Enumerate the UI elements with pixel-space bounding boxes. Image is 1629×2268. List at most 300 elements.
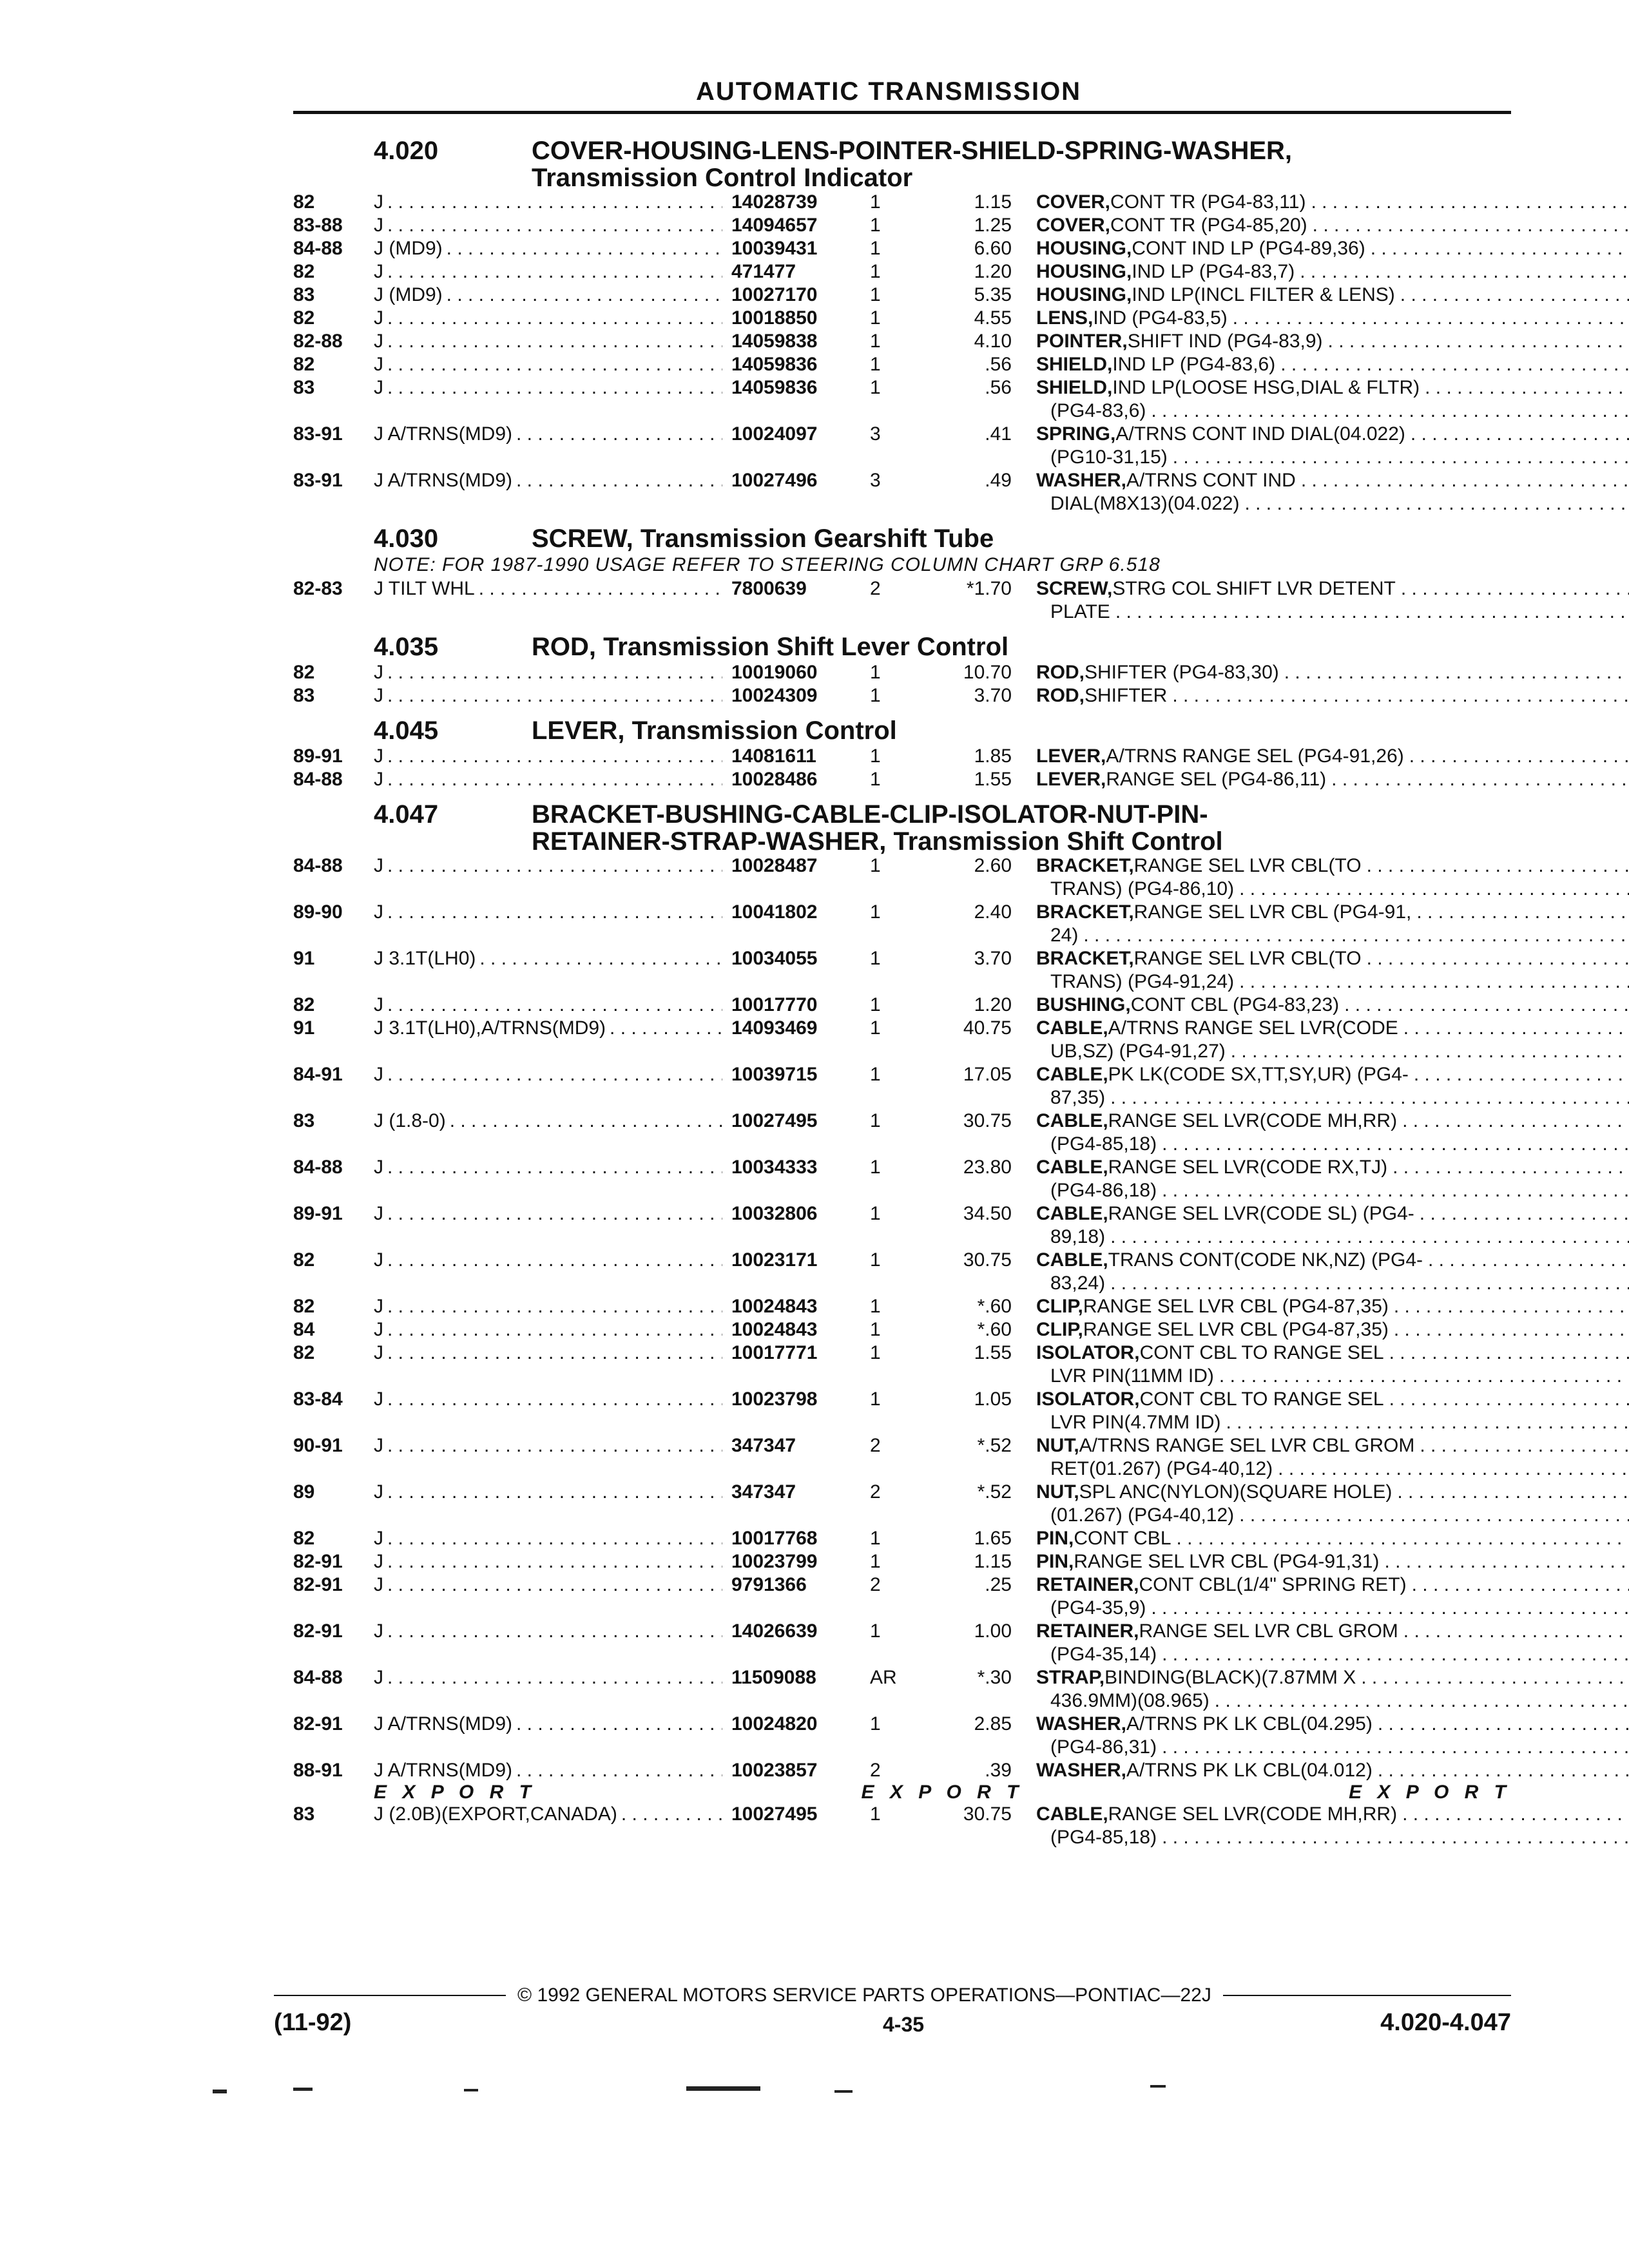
part-number: 10024309 <box>731 685 818 706</box>
part-number: 10027495 <box>731 1110 818 1131</box>
part-number: 14093469 <box>731 1017 818 1039</box>
scan-mark <box>1150 2085 1166 2088</box>
price: .49 <box>985 470 1012 491</box>
part-number: 10024843 <box>731 1319 818 1340</box>
part-name: CABLE, <box>1036 1203 1108 1224</box>
model-cell <box>374 947 731 994</box>
price: 34.50 <box>963 1203 1012 1224</box>
dot-leader <box>447 237 722 260</box>
model-years: 82 <box>293 1342 315 1363</box>
description-line <box>1036 745 1629 768</box>
model-code: J <box>374 1203 383 1224</box>
dot-leader <box>1428 1249 1629 1272</box>
dot-leader <box>387 1202 722 1249</box>
model-code: J <box>374 1319 383 1340</box>
description-text: 87,35) <box>1050 1087 1106 1108</box>
model-years: 82-91 <box>293 1551 343 1572</box>
description-cell <box>1018 661 1629 684</box>
table-row <box>293 1110 1511 1156</box>
description-line <box>1036 423 1629 446</box>
description-line <box>1036 1713 1629 1736</box>
part-name: BUSHING, <box>1036 994 1131 1015</box>
part-number: 10034333 <box>731 1157 818 1178</box>
description-text: A/TRNS RANGE SEL LVR CBL GROM <box>1079 1435 1415 1456</box>
table-row <box>293 1388 1511 1434</box>
dot-leader <box>1361 1666 1629 1689</box>
description-line <box>1036 1434 1629 1457</box>
description-line <box>1036 353 1629 376</box>
model-code: J 3.1T(LH0) <box>374 948 476 969</box>
description-text: 436.9MM)(08.965) <box>1050 1690 1210 1711</box>
description-line <box>1036 1689 1629 1713</box>
quantity: 1 <box>870 284 881 305</box>
model-code: J (1.8-0) <box>374 1110 446 1131</box>
model-cell <box>374 214 731 237</box>
model-years: 83 <box>293 1803 315 1825</box>
dot-leader <box>387 1388 722 1434</box>
dot-leader <box>1284 661 1629 684</box>
description-cell <box>1018 1573 1629 1620</box>
price: 5.35 <box>974 284 1012 305</box>
model-years: 84-88 <box>293 769 343 790</box>
part-name: NUT, <box>1036 1435 1079 1456</box>
table-row <box>293 330 1511 353</box>
part-name: POINTER, <box>1036 331 1128 352</box>
description-text: CONT TR (PG4-85,20) <box>1110 215 1307 236</box>
part-number: 347347 <box>731 1435 796 1456</box>
price: 30.75 <box>963 1803 1012 1825</box>
price: *.52 <box>977 1481 1012 1503</box>
part-name: SCREW, <box>1036 578 1113 599</box>
footer-page-number: 4-35 <box>883 2013 925 2036</box>
dot-leader <box>1403 1620 1629 1643</box>
model-years: 82 <box>293 662 315 683</box>
dot-leader <box>387 1063 722 1110</box>
description-line <box>1036 1040 1629 1063</box>
part-name: CABLE, <box>1036 1157 1108 1178</box>
table-row <box>293 307 1511 330</box>
description-text: PLATE <box>1050 601 1110 622</box>
description-text: 24) <box>1050 925 1079 946</box>
model-code: J <box>374 1620 383 1642</box>
description-text: (PG10-31,15) <box>1050 447 1168 468</box>
table-row <box>293 745 1511 768</box>
dot-leader <box>1401 577 1629 601</box>
description-cell <box>1018 745 1629 768</box>
model-code: J <box>374 1551 383 1572</box>
dot-leader <box>1378 1713 1629 1736</box>
dot-leader <box>387 330 722 353</box>
model-cell <box>374 768 731 791</box>
section-heading <box>293 633 1511 661</box>
model-cell <box>374 1713 731 1759</box>
price: *.60 <box>977 1319 1012 1340</box>
description-cell <box>1018 1803 1629 1849</box>
part-name: PIN, <box>1036 1551 1074 1572</box>
part-name: CABLE, <box>1036 1803 1108 1825</box>
quantity: 1 <box>870 855 881 876</box>
model-years: 82-91 <box>293 1713 343 1735</box>
model-code: J 3.1T(LH0),A/TRNS(MD9) <box>374 1017 606 1039</box>
part-name: HOUSING, <box>1036 261 1132 282</box>
description-cell <box>1018 376 1629 423</box>
description-line <box>1036 1826 1629 1849</box>
quantity: 1 <box>870 307 881 329</box>
model-years: 91 <box>293 948 315 969</box>
description-text: RANGE SEL LVR CBL GROM <box>1139 1620 1398 1642</box>
section-title: SCREW, Transmission Gearshift Tube <box>532 524 994 553</box>
part-number: 10024820 <box>731 1713 818 1735</box>
model-cell <box>374 1434 731 1481</box>
description-cell <box>1018 1318 1629 1341</box>
model-cell <box>374 745 731 768</box>
model-code: J <box>374 331 383 352</box>
description-cell <box>1018 1017 1629 1063</box>
description-line <box>1036 237 1629 260</box>
model-code: J <box>374 1435 383 1456</box>
model-cell <box>374 684 731 707</box>
dot-leader <box>387 1318 722 1341</box>
price: 2.85 <box>974 1713 1012 1735</box>
model-code: J <box>374 261 383 282</box>
dot-leader <box>1378 1759 1629 1782</box>
description-text: (PG4-86,18) <box>1050 1180 1157 1201</box>
model-cell <box>374 1110 731 1156</box>
description-text: A/TRNS CONT IND DIAL(04.022) <box>1115 423 1405 445</box>
section-heading <box>293 800 1511 829</box>
dot-leader <box>1162 1643 1629 1666</box>
description-text: 89,18) <box>1050 1226 1106 1247</box>
quantity: 1 <box>870 1249 881 1271</box>
model-cell <box>374 1573 731 1620</box>
description-line <box>1036 469 1629 492</box>
model-cell <box>374 1666 731 1713</box>
description-line <box>1036 577 1629 601</box>
description-line <box>1036 924 1629 947</box>
model-code: J <box>374 1481 383 1503</box>
footer-rule-left <box>274 1995 506 1996</box>
description-text: TRANS CONT(CODE NK,NZ) (PG4- <box>1108 1249 1423 1271</box>
description-text: (PG4-35,9) <box>1050 1597 1146 1619</box>
description-line <box>1036 1086 1629 1110</box>
model-cell <box>374 307 731 330</box>
part-number: 10028487 <box>731 855 818 876</box>
dot-leader <box>1162 1179 1629 1202</box>
price: 1.15 <box>974 191 1012 213</box>
model-code: J <box>374 745 383 767</box>
table-row <box>293 1620 1511 1666</box>
part-number: 14028739 <box>731 191 818 213</box>
description-text: RANGE SEL LVR(CODE SL) (PG4- <box>1108 1203 1414 1224</box>
part-name: PIN, <box>1036 1528 1074 1549</box>
dot-leader <box>387 854 722 901</box>
section-title: COVER-HOUSING-LENS-POINTER-SHIELD-SPRING-WASHER, <box>532 137 1293 165</box>
section-number: 4.035 <box>374 633 439 661</box>
table-row <box>293 1573 1511 1620</box>
description-cell <box>1018 1620 1629 1666</box>
table-row <box>293 260 1511 284</box>
dot-leader <box>387 745 722 768</box>
model-cell <box>374 1803 731 1849</box>
description-line <box>1036 1550 1629 1573</box>
part-number: 10027495 <box>731 1803 818 1825</box>
dot-leader <box>387 994 722 1017</box>
price: 2.60 <box>974 855 1012 876</box>
description-cell <box>1018 260 1629 284</box>
export-divider <box>293 1782 1511 1803</box>
description-text: CONT IND LP (PG4-89,36) <box>1132 238 1365 259</box>
description-line <box>1036 1063 1629 1086</box>
part-name: ISOLATOR, <box>1036 1342 1140 1363</box>
model-code: J <box>374 855 383 876</box>
model-years: 89-91 <box>293 745 343 767</box>
description-line <box>1036 661 1629 684</box>
quantity: 1 <box>870 215 881 236</box>
dot-leader <box>1162 1133 1629 1156</box>
quantity: 2 <box>870 1481 881 1503</box>
dot-leader <box>1301 469 1629 492</box>
dot-leader <box>387 1249 722 1295</box>
description-text: RANGE SEL LVR(CODE MH,RR) <box>1108 1803 1398 1825</box>
description-text: UB,SZ) (PG4-91,27) <box>1050 1041 1226 1062</box>
dot-leader <box>1162 1826 1629 1849</box>
description-line <box>1036 376 1629 399</box>
part-number: 10041802 <box>731 901 818 923</box>
export-label: E X P O R T <box>861 1782 1024 1803</box>
table-row <box>293 237 1511 260</box>
section-4-020 <box>293 137 1511 515</box>
description-line <box>1036 330 1629 353</box>
quantity: 1 <box>870 769 881 790</box>
dot-leader <box>1151 399 1629 423</box>
model-years: 84-88 <box>293 1667 343 1688</box>
dot-leader <box>516 1713 722 1759</box>
dot-leader <box>516 1759 722 1782</box>
section-heading <box>293 716 1511 745</box>
table-row <box>293 994 1511 1017</box>
price: 1.15 <box>974 1551 1012 1572</box>
model-code: J A/TRNS(MD9) <box>374 1713 513 1735</box>
table-row <box>293 1156 1511 1202</box>
model-years: 83-91 <box>293 423 343 445</box>
dot-leader <box>387 768 722 791</box>
part-name: ROD, <box>1036 662 1084 683</box>
description-text: IND LP(INCL FILTER & LENS) <box>1132 284 1395 305</box>
description-text: LVR PIN(4.7MM ID) <box>1050 1412 1221 1433</box>
table-row <box>293 661 1511 684</box>
description-line <box>1036 1759 1629 1782</box>
description-text: RANGE SEL LVR CBL (PG4-91, <box>1133 901 1412 923</box>
part-number: 14081611 <box>731 745 816 767</box>
part-name: RETAINER, <box>1036 1620 1139 1642</box>
model-code: J A/TRNS(MD9) <box>374 423 513 445</box>
quantity: 1 <box>870 1528 881 1549</box>
model-cell <box>374 1481 731 1527</box>
part-name: NUT, <box>1036 1481 1079 1503</box>
part-number: 14059838 <box>731 331 818 352</box>
part-number: 10023171 <box>731 1249 818 1271</box>
price: .56 <box>985 354 1012 375</box>
description-line <box>1036 1156 1629 1179</box>
part-name: CABLE, <box>1036 1249 1108 1271</box>
model-cell <box>374 237 731 260</box>
dot-leader <box>1397 1481 1629 1504</box>
dot-leader <box>387 1434 722 1481</box>
dot-leader <box>387 353 722 376</box>
description-text: RANGE SEL LVR CBL(TO <box>1133 855 1362 876</box>
description-text: SHIFTER <box>1084 685 1168 706</box>
price: 1.20 <box>974 261 1012 282</box>
description-text: (PG4-85,18) <box>1050 1133 1157 1155</box>
description-cell <box>1018 353 1629 376</box>
table-row <box>293 284 1511 307</box>
model-code: J <box>374 377 383 398</box>
part-name: LEVER, <box>1036 745 1106 767</box>
part-number: 10028486 <box>731 769 818 790</box>
quantity: 1 <box>870 1389 881 1410</box>
part-name: SHIELD, <box>1036 377 1113 398</box>
description-text: (PG4-83,6) <box>1050 400 1146 421</box>
dot-leader <box>1411 423 1629 446</box>
dot-leader <box>1110 1272 1629 1295</box>
scan-mark <box>293 2088 313 2091</box>
model-years: 84-88 <box>293 238 343 259</box>
description-text: LVR PIN(11MM ID) <box>1050 1365 1214 1387</box>
table-row <box>293 768 1511 791</box>
dot-leader <box>1409 745 1629 768</box>
description-line <box>1036 214 1629 237</box>
part-name: STRAP, <box>1036 1667 1105 1688</box>
model-years: 83-84 <box>293 1389 343 1410</box>
description-text: RET(01.267) (PG4-40,12) <box>1050 1458 1273 1479</box>
table-row <box>293 1759 1511 1782</box>
description-line <box>1036 878 1629 901</box>
footer-rule-right <box>1223 1995 1511 1996</box>
description-line <box>1036 1527 1629 1550</box>
dot-leader <box>621 1803 722 1849</box>
model-code: J <box>374 901 383 923</box>
quantity: 1 <box>870 1551 881 1572</box>
model-years: 83 <box>293 685 315 706</box>
export-label: E X P O R T <box>1349 1782 1511 1803</box>
model-cell <box>374 191 731 214</box>
part-name: CABLE, <box>1036 1064 1108 1085</box>
description-line <box>1036 970 1629 994</box>
model-code: J <box>374 1528 383 1549</box>
model-code: J <box>374 769 383 790</box>
quantity: 1 <box>870 948 881 969</box>
dot-leader <box>1215 1689 1629 1713</box>
description-cell <box>1018 768 1629 791</box>
table-row <box>293 1017 1511 1063</box>
part-name: WASHER, <box>1036 1760 1127 1781</box>
dot-leader <box>387 684 722 707</box>
description-line <box>1036 1620 1629 1643</box>
description-text: RANGE SEL LVR(CODE MH,RR) <box>1108 1110 1398 1131</box>
description-text: 83,24) <box>1050 1273 1106 1294</box>
quantity: 3 <box>870 470 881 491</box>
part-name: CABLE, <box>1036 1017 1108 1039</box>
description-text: DIAL(M8X13)(04.022) <box>1050 493 1240 514</box>
price: 3.70 <box>974 685 1012 706</box>
table-row <box>293 1550 1511 1573</box>
model-cell <box>374 661 731 684</box>
description-text: SHIFTER (PG4-83,30) <box>1084 662 1279 683</box>
model-years: 90-91 <box>293 1435 343 1456</box>
description-cell <box>1018 1341 1629 1388</box>
part-number: 7800639 <box>731 578 807 599</box>
description-line <box>1036 1365 1629 1388</box>
description-line <box>1036 947 1629 970</box>
description-text: A/TRNS PK LK CBL(04.295) <box>1126 1713 1373 1735</box>
dot-leader <box>1420 1202 1629 1225</box>
quantity: 2 <box>870 1574 881 1595</box>
quantity: 1 <box>870 685 881 706</box>
price: .25 <box>985 1574 1012 1595</box>
description-text: RANGE SEL (PG4-86,11) <box>1106 769 1327 790</box>
description-cell <box>1018 284 1629 307</box>
dot-leader <box>1173 446 1629 469</box>
part-number: 10032806 <box>731 1203 818 1224</box>
dot-leader <box>1402 1803 1629 1826</box>
model-code: J TILT WHL <box>374 578 475 599</box>
description-text: IND LP(LOOSE HSG,DIAL & FLTR) <box>1112 377 1420 398</box>
section-4-030 <box>293 524 1511 624</box>
description-line <box>1036 901 1629 924</box>
price: 3.70 <box>974 948 1012 969</box>
description-text: CONT TR (PG4-83,11) <box>1110 191 1306 213</box>
model-years: 89-91 <box>293 1203 343 1224</box>
price: 30.75 <box>963 1249 1012 1271</box>
part-number: 10039431 <box>731 238 818 259</box>
model-cell <box>374 376 731 423</box>
description-line <box>1036 307 1629 330</box>
page-title: AUTOMATIC TRANSMISSION <box>696 77 1082 106</box>
model-cell <box>374 1388 731 1434</box>
table-row <box>293 1527 1511 1550</box>
description-line <box>1036 1272 1629 1295</box>
description-line <box>1036 1643 1629 1666</box>
model-years: 82-91 <box>293 1620 343 1642</box>
price: 1.85 <box>974 745 1012 767</box>
table-row <box>293 1318 1511 1341</box>
dot-leader <box>1231 1040 1629 1063</box>
model-cell <box>374 854 731 901</box>
dot-leader <box>1384 1550 1629 1573</box>
description-text: TRANS) (PG4-86,10) <box>1050 878 1235 899</box>
model-years: 82 <box>293 261 315 282</box>
model-cell <box>374 1341 731 1388</box>
description-line <box>1036 1597 1629 1620</box>
model-years: 82 <box>293 994 315 1015</box>
model-years: 82 <box>293 191 315 213</box>
part-number: 10023798 <box>731 1389 818 1410</box>
description-text: (PG4-35,14) <box>1050 1644 1157 1665</box>
price: .39 <box>985 1760 1012 1781</box>
table-row <box>293 376 1511 423</box>
quantity: 1 <box>870 331 881 352</box>
dot-leader <box>387 1481 722 1527</box>
model-years: 82-83 <box>293 578 343 599</box>
dot-leader <box>387 214 722 237</box>
description-cell <box>1018 684 1629 707</box>
description-cell <box>1018 1388 1629 1434</box>
description-cell <box>1018 469 1629 515</box>
description-line <box>1036 1017 1629 1040</box>
description-cell <box>1018 1202 1629 1249</box>
description-text: RANGE SEL LVR CBL(TO <box>1133 948 1362 969</box>
model-code: J (MD9) <box>374 284 443 305</box>
